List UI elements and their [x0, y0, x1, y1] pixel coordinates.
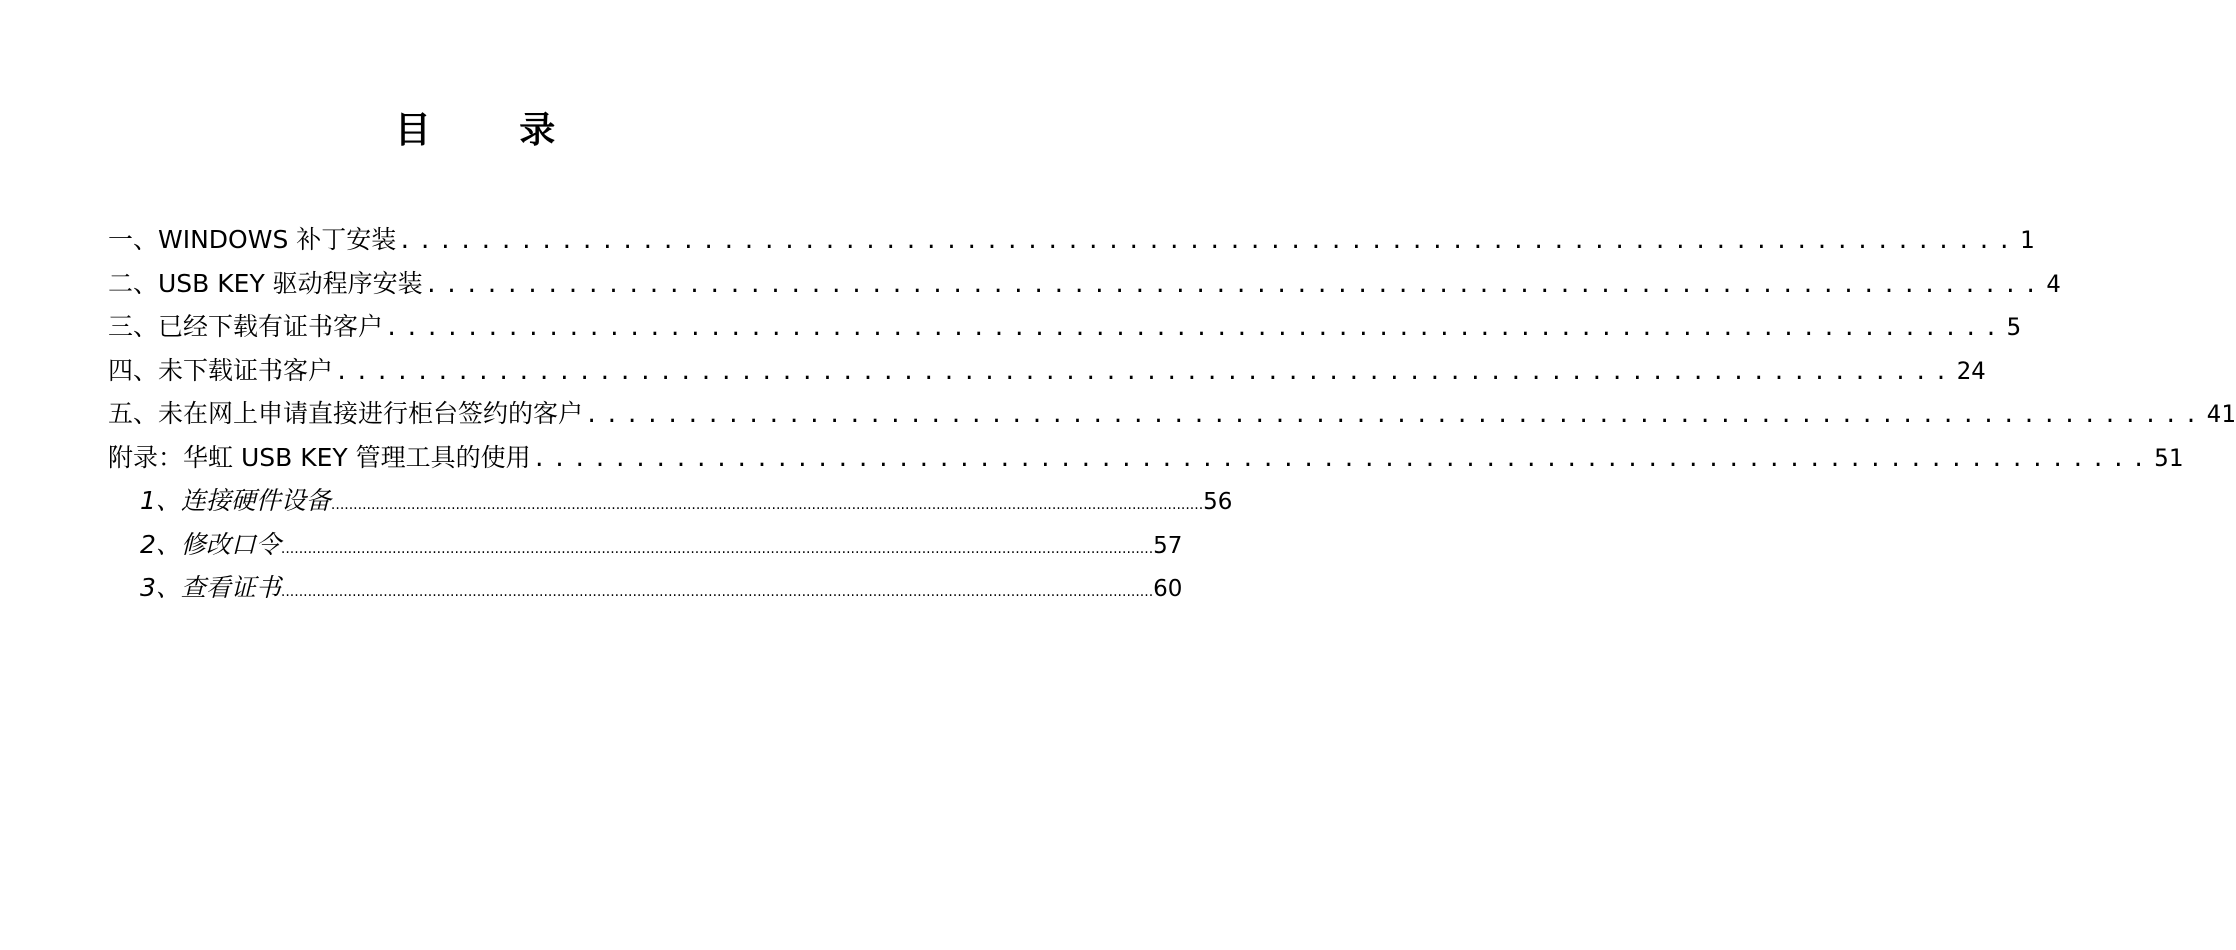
dot-leader: .................................................................................................................................................................................................... [280, 540, 1154, 557]
page-title: 目 录 [394, 110, 594, 151]
toc-entry-title: 五、未在网上申请直接进行柜台签约的客户 [108, 399, 584, 428]
dot-leader: ................................................................................ [532, 446, 2153, 472]
toc-page-number: 4 [2046, 269, 2061, 298]
toc-entry-title: 一、WINDOWS 补丁安装 [108, 225, 397, 254]
toc-sub-entry-title: 3、查看证书 [140, 573, 281, 602]
toc-page-number: 60 [1153, 576, 1183, 602]
toc-sub-entry-title: 1、连接硬件设备 [140, 486, 331, 515]
toc-page-number: 57 [1153, 532, 1183, 559]
toc-entry-title: 三、已经下载有证书客户 [108, 312, 384, 341]
dot-leader: ................................................................................ [585, 403, 2205, 428]
toc-entry[interactable] [108, 218, 2035, 262]
toc-entry-title: 二、USB KEY 驱动程序安装 [108, 268, 423, 298]
toc-entry[interactable] [108, 305, 2022, 349]
toc-sub-entry[interactable] [108, 479, 1233, 523]
toc-entry[interactable] [108, 436, 2184, 480]
toc-sub-entry[interactable] [108, 566, 1183, 610]
dot-leader: ................................................................................ [385, 316, 2005, 341]
toc-entry[interactable] [108, 262, 2061, 306]
toc-page-number: 51 [2154, 443, 2184, 472]
toc-entry[interactable] [108, 392, 2236, 436]
toc-sub-entry-title: 2、修改口令 [140, 529, 281, 559]
toc-entry-title: 四、未下载证书客户 [108, 355, 334, 385]
dot-leader: .................................................................................................................................................................................................... [330, 497, 1204, 513]
toc-entry-title: 附录：华虹 USB KEY 管理工具的使用 [108, 442, 531, 472]
dot-leader: .................................................................................................................................................................................................... [280, 584, 1154, 600]
dot-leader: ................................................................................ [424, 272, 2045, 298]
toc-entry[interactable] [108, 349, 1986, 393]
toc-page-number: 56 [1203, 489, 1233, 515]
dot-leader: ................................................................................ [398, 229, 2018, 254]
table-of-contents [108, 218, 2236, 610]
dot-leader: ................................................................................ [335, 359, 1955, 385]
toc-page-number: 24 [1956, 356, 1986, 385]
toc-sub-entry[interactable] [108, 523, 1183, 567]
toc-page-number: 5 [2006, 313, 2022, 341]
toc-page-number: 41 [2206, 400, 2236, 428]
toc-page-number: 1 [2019, 226, 2035, 254]
